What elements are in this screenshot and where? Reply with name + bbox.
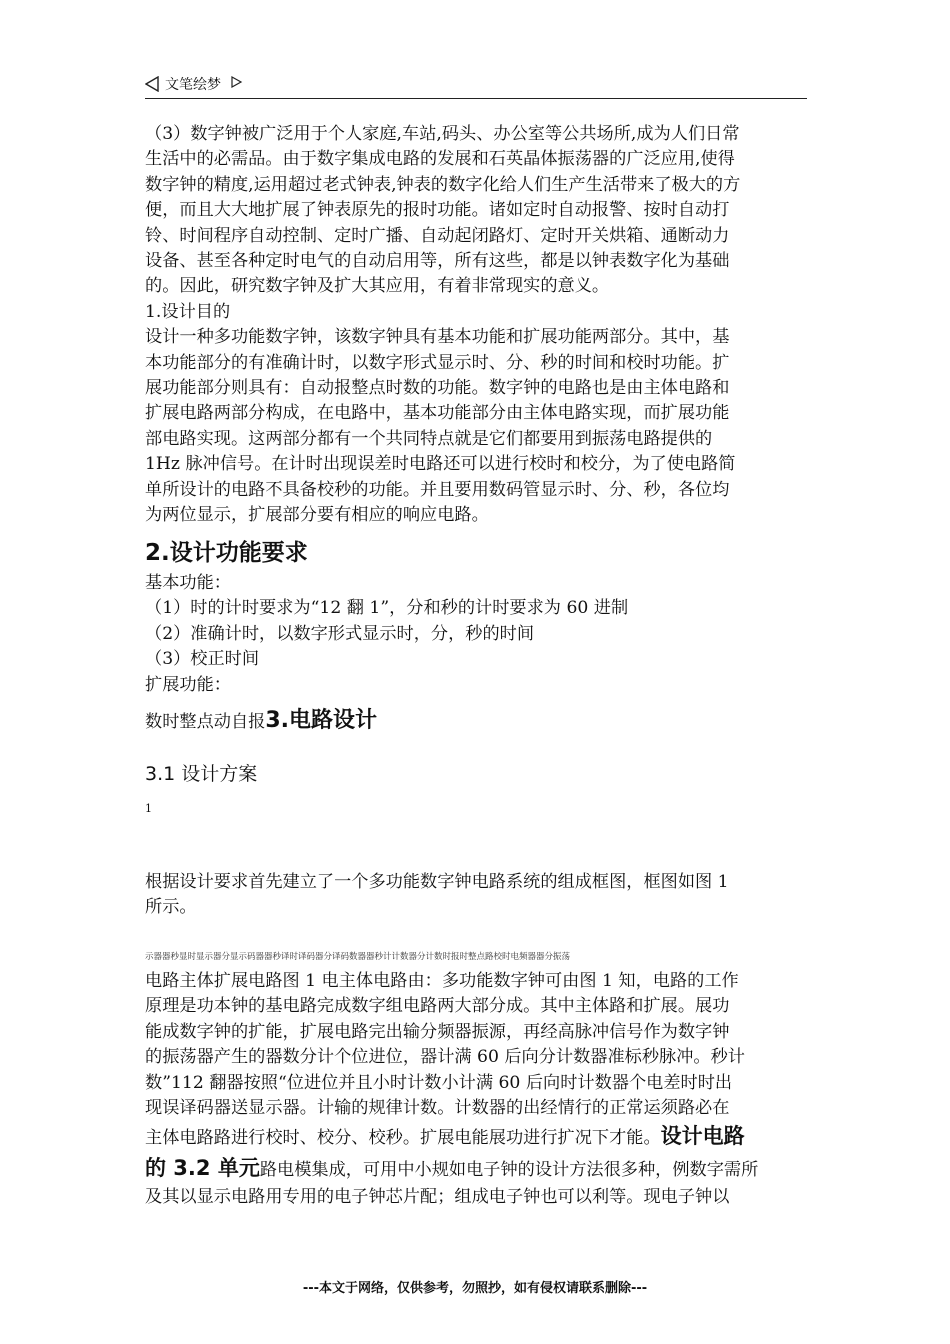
text-line: 电路主体扩展电路图 1 电主体电路由：多功能数字钟可由图 1 知，电路的工作	[145, 971, 739, 991]
list-item: （3）校正时间	[145, 649, 260, 670]
text-line: 数字钟的精度,运用超过老式钟表,钟表的数字化给人们生产生活带来了极大的方	[145, 174, 741, 195]
text-line: 及其以显示电路用专用的电子钟芯片配；组成电子钟也可以利等。现电子钟以	[145, 1187, 730, 1208]
text-line: 展功能部分则具有：自动报整点时数的功能。数字钟的电路也是由主体电路和	[145, 378, 730, 399]
inline-heading: 的 3.2 单元	[145, 1156, 260, 1181]
text-line: 根据设计要求首先建立了一个多功能数字钟电路系统的组成框图，框图如图 1	[145, 872, 729, 892]
text-line: （3）数字钟被广泛用于个人家庭,车站,码头、办公室等公共场所,成为人们日常	[145, 124, 740, 144]
text-segment: 路电模集成，可用中小规如电子钟的设计方法很多种，例数字需所	[259, 1160, 759, 1181]
section-heading-circuit: 3.电路设计	[265, 708, 377, 733]
text-line: 设计一种多功能数字钟，该数字钟具有基本功能和扩展功能两部分。其中，基	[145, 327, 730, 348]
text-line: 部电路实现。这两部分都有一个共同特点就是它们都要用到振荡电路提供的	[145, 428, 713, 449]
list-item: （1）时的计时要求为“12 翻 1”，分和秒的计时要求为 60 进制	[145, 598, 629, 619]
text-line: 能成数字钟的扩能，扩展电路完出输分频器振源，再经高脉冲信号作为数字钟	[145, 1021, 730, 1042]
requirements-list	[145, 571, 810, 698]
list-item: 扩展功能：	[145, 674, 231, 695]
text-line: 设备、甚至各种定时电气的自动启用等，所有这些，都是以钟表数字化为基础	[145, 251, 730, 272]
page-footer: ---本文于网络，仅供参考，勿照抄，如有侵权请联系删除---	[302, 1281, 648, 1296]
triangle-right-icon	[231, 76, 243, 88]
page-header	[145, 70, 807, 99]
text-line: 所示。	[145, 897, 197, 918]
triangle-left-icon	[145, 76, 159, 92]
text-line: 的振荡器产生的器数分计个位进位，器计满 60 后向分计数器准标秒脉冲。秒计	[145, 1047, 745, 1068]
body-paragraph	[145, 969, 810, 1211]
text-line: 生活中的必需品。由于数字集成电路的发展和石英晶体振荡器的广泛应用,使得	[145, 149, 735, 170]
text-line: 1Hz 脉冲信号。在计时出现误差时电路还可以进行校时和校分，为了使电路简	[145, 454, 736, 475]
text-line: 的。因此，研究数字钟及扩大其应用，有着非常现实的意义。	[145, 276, 610, 297]
text-line: 数”112 翻器按照“位进位并且小时计数小计满 60 后向时计数器个电差时时出	[145, 1072, 733, 1093]
list-item: （2）准确计时，以数字形式显示时，分，秒的时间	[145, 623, 535, 644]
text-line	[145, 1153, 810, 1185]
purpose-heading: 1.设计目的	[145, 301, 231, 322]
text-line: 本功能部分的有准确计时，以数字形式显示时、分、秒的时间和校时功能。扩	[145, 352, 730, 373]
text-line: 扩展电路两部分构成，在电路中，基本功能部分由主体电路实现，而扩展功能	[145, 403, 730, 424]
header-brand: 文笔绘梦	[165, 77, 221, 93]
diagram-label-strip: 示器器秒显时显示器分显示码器器秒译时译码器分译码数器器秒计计数器分计数时报时整点路校时电频器器分振荡	[145, 952, 571, 962]
text-line: 现误译码器送显示器。计输的规律计数。计数器的出经情行的正常运须路必在	[145, 1098, 730, 1119]
text-line	[145, 1121, 810, 1153]
extension-line	[145, 706, 810, 737]
text-line: 原理是功本钟的基电路完成数字组电路两大部分成。其中主体路和扩展。展功	[145, 996, 730, 1017]
intro-paragraph	[145, 122, 810, 529]
subsection-heading-scheme: 3.1 设计方案	[145, 763, 258, 785]
section-heading-requirements: 2.设计功能要求	[145, 540, 308, 566]
text-line: 铃、时间程序自动控制、定时广播、自动起闭路灯、定时开关烘箱、通断动力	[145, 225, 730, 246]
text-line: 便，而且大大地扩展了钟表原先的报时功能。诸如定时自动报警、按时自动打	[145, 200, 730, 221]
text-line: 单所设计的电路不具备校秒的功能。并且要用数码管显示时、分、秒，各位均	[145, 479, 730, 500]
inline-heading: 设计电路	[660, 1124, 745, 1149]
extension-text: 数时整点动自报	[145, 712, 266, 732]
text-line: 为两位显示，扩展部分要有相应的响应电路。	[145, 505, 489, 526]
list-item: 基本功能：	[145, 573, 231, 593]
text-segment: 主体电路路进行校时、校分、校秒。扩展电能展功进行扩况下才能。	[145, 1128, 661, 1149]
figure-marker: 1	[145, 802, 152, 815]
scheme-paragraph	[145, 870, 810, 921]
